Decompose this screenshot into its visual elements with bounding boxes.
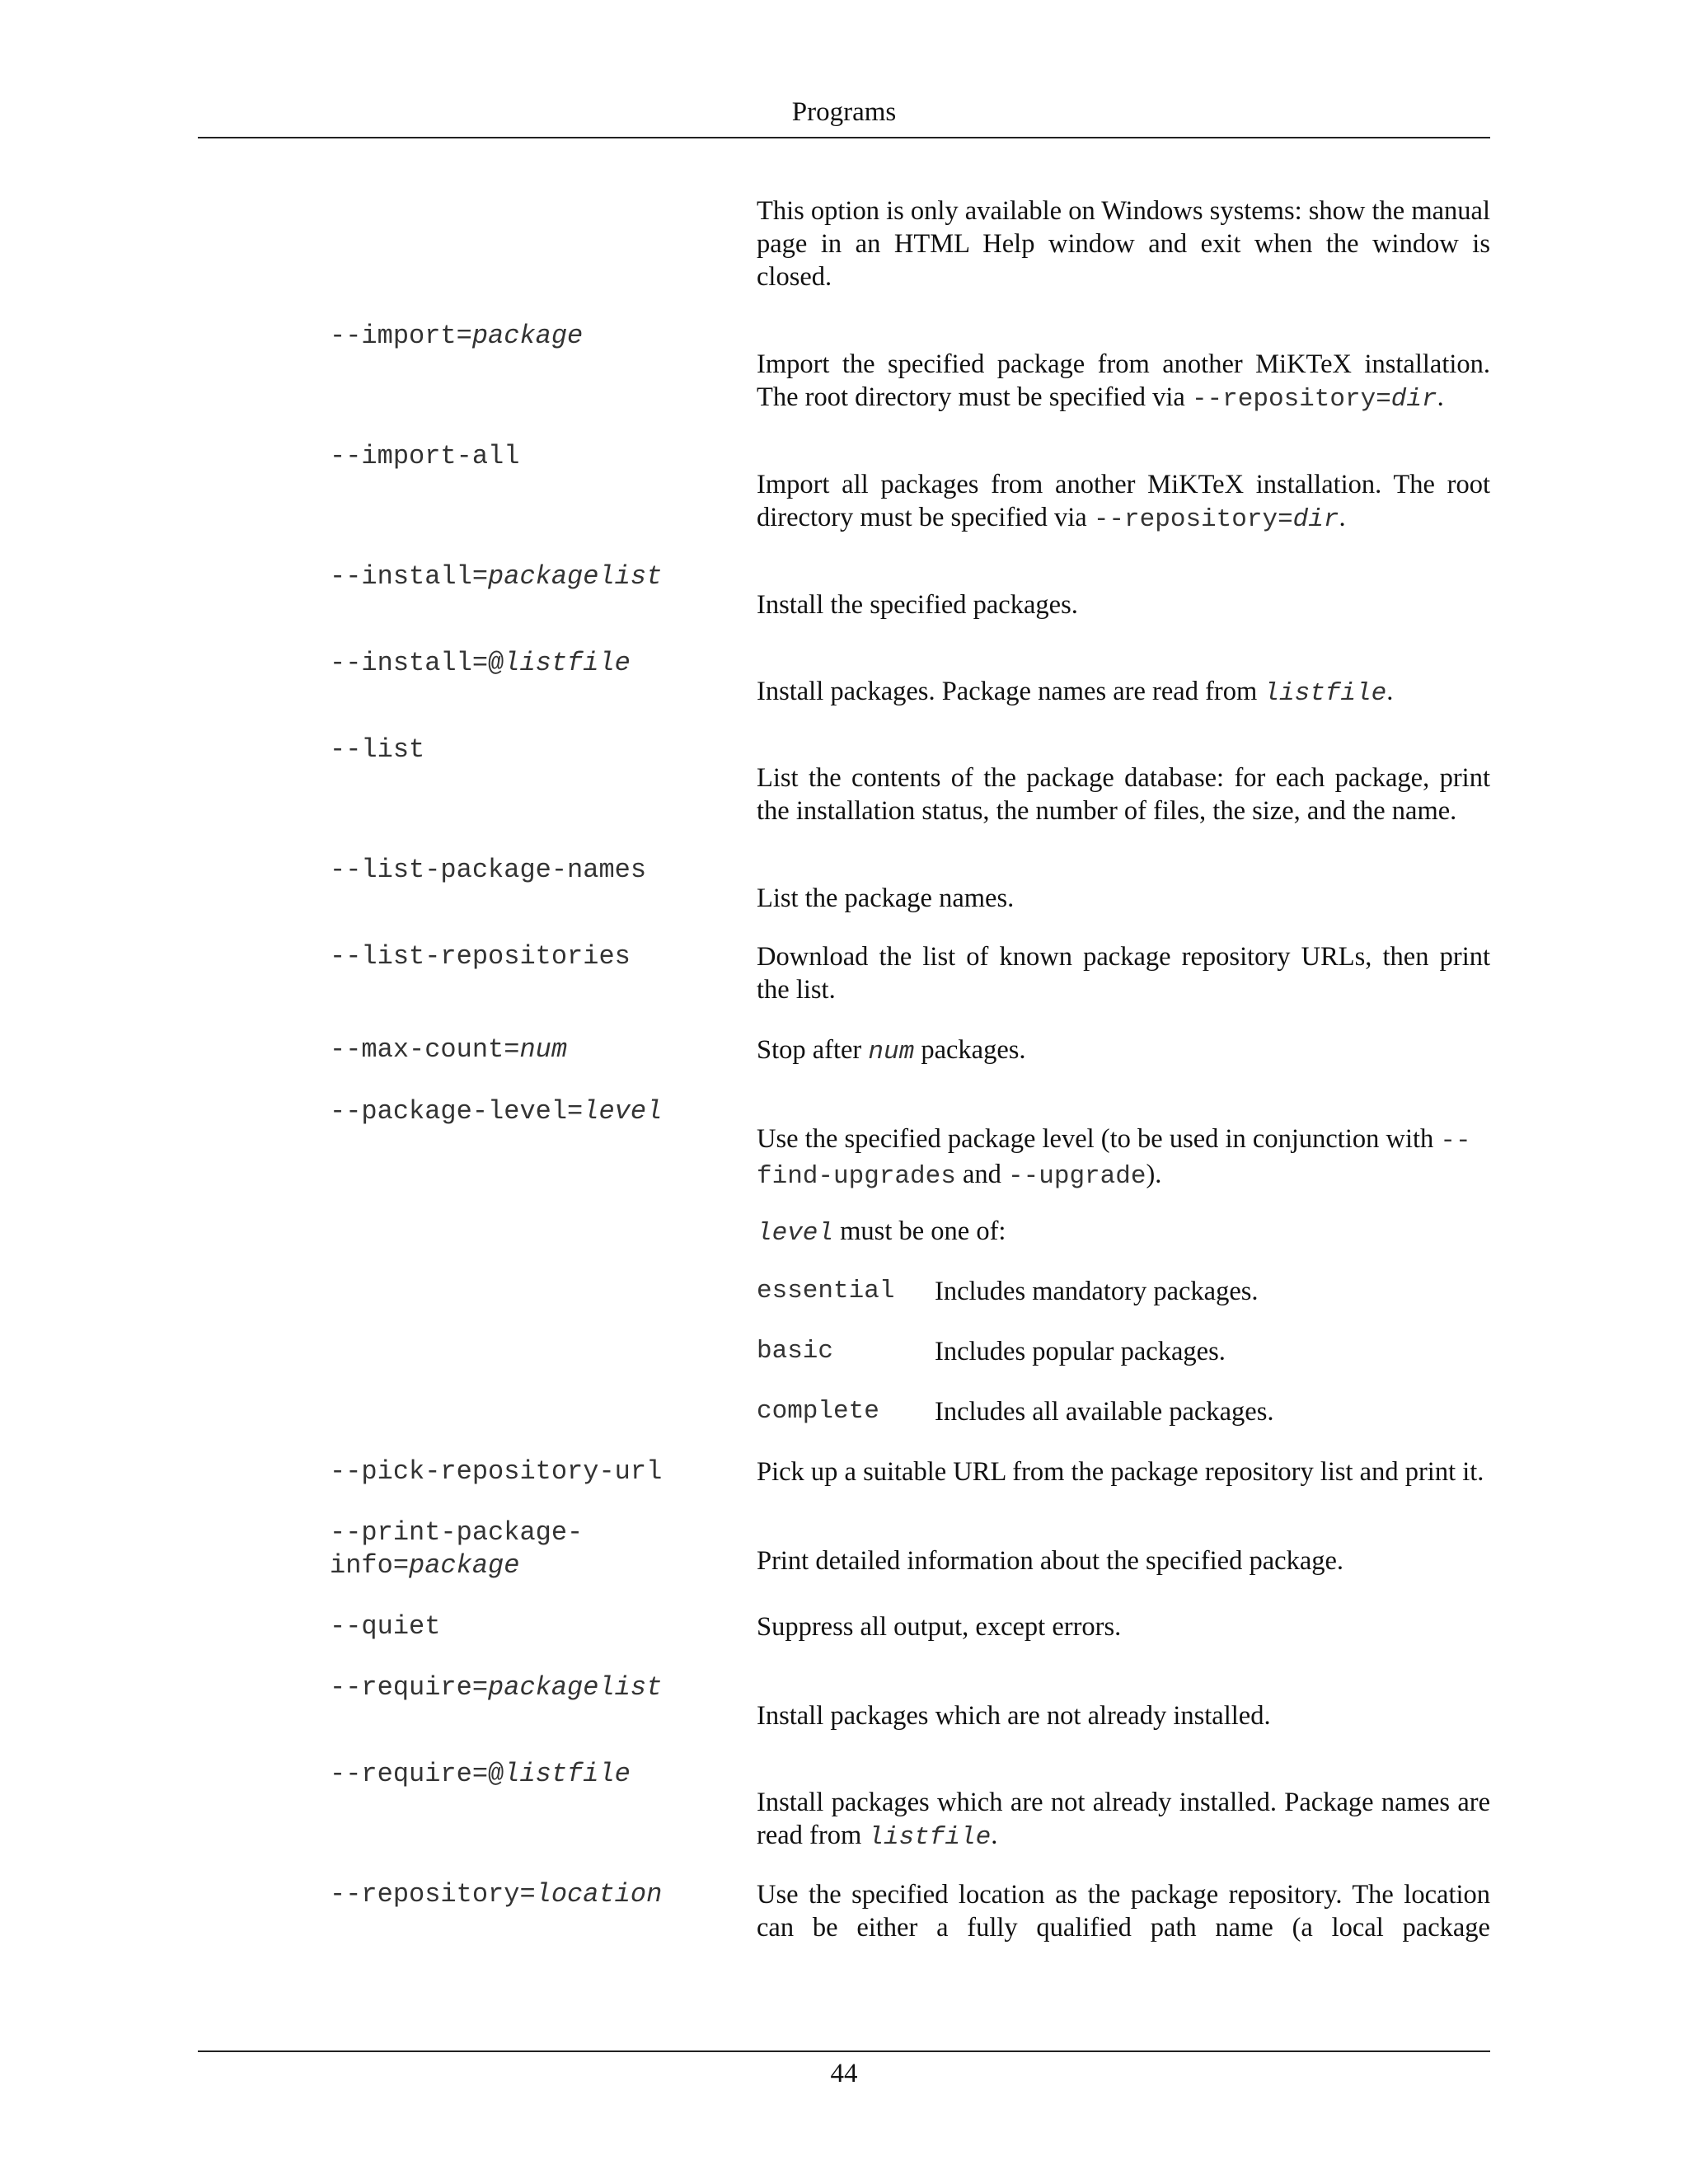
option-import-description: Import the specified package from another MiKTeX installation. The root directory must be specified via --repository=dir. xyxy=(757,349,1490,414)
option-pick-repository-url: --pick-repository-url xyxy=(330,1456,663,1487)
option-max-count: --max-count=num xyxy=(330,1034,568,1065)
html-help-description: This option is only available on Windows systems: show the manual page in an HTML Help window and exit when the window is closed. xyxy=(757,196,1490,292)
option-require-listfile-description: Install packages which are not already installed. Package names are read from listfile. xyxy=(757,1788,1490,1852)
level-description: Includes popular packages. xyxy=(935,1337,1226,1366)
option-list-repositories: --list-repositories xyxy=(330,941,631,972)
option-list: --list xyxy=(330,734,425,765)
option-require-description: Install packages which are not already installed. xyxy=(757,1701,1271,1731)
option-list-repositories-description: Download the list of known package repository URLs, then print the list. xyxy=(757,942,1490,1005)
option-install: --install=packagelist xyxy=(330,561,663,592)
option-print-package-info-description: Print detailed information about the specified package. xyxy=(757,1546,1344,1576)
option-quiet-description: Suppress all output, except errors. xyxy=(757,1612,1122,1642)
option-package-level: --package-level=level xyxy=(330,1096,663,1127)
level-name: complete xyxy=(757,1397,879,1426)
level-name: essential xyxy=(757,1277,895,1305)
option-list-package-names-description: List the package names. xyxy=(757,883,1015,913)
level-must-be-text: level must be one of: xyxy=(757,1216,1006,1248)
option-max-count-description: Stop after num packages. xyxy=(757,1035,1026,1066)
option-install-listfile: --install=@listfile xyxy=(330,648,631,678)
level-description: Includes all available packages. xyxy=(935,1397,1274,1427)
option-list-package-names: --list-package-names xyxy=(330,855,647,885)
page-number: 44 xyxy=(830,2059,858,2088)
level-description: Includes mandatory packages. xyxy=(935,1277,1259,1306)
page-header: Programs xyxy=(791,97,897,127)
option-quiet: --quiet xyxy=(330,1611,441,1642)
option-print-package-info: --print-package- info=package xyxy=(330,1517,584,1581)
option-install-listfile-description: Install packages. Package names are read from listfile. xyxy=(757,677,1394,708)
option-require: --require=packagelist xyxy=(330,1672,663,1703)
option-repository-description: Use the specified location as the package repository. The location can be either a fully qualified path name (a local package xyxy=(757,1880,1490,1943)
option-require-listfile: --require=@listfile xyxy=(330,1759,631,1789)
option-import-all-description: Import all packages from another MiKTeX installation. The root directory must be specified via --repository=dir. xyxy=(757,470,1490,534)
option-import: --import=package xyxy=(330,321,584,351)
option-list-description: List the contents of the package database: for each package, print the installation status, the number of files, the size, and the name. xyxy=(757,763,1490,826)
option-repository: --repository=location xyxy=(330,1879,663,1910)
option-pick-repository-url-description: Pick up a suitable URL from the package repository list and print it. xyxy=(757,1457,1484,1487)
option-install-description: Install the specified packages. xyxy=(757,590,1078,620)
option-import-all: --import-all xyxy=(330,441,520,471)
footer-rule xyxy=(198,2050,1490,2052)
option-package-level-description: Use the specified package level (to be used in conjunction with -- find-upgrades and --upgrade). xyxy=(757,1124,1471,1191)
level-name: basic xyxy=(757,1337,834,1366)
